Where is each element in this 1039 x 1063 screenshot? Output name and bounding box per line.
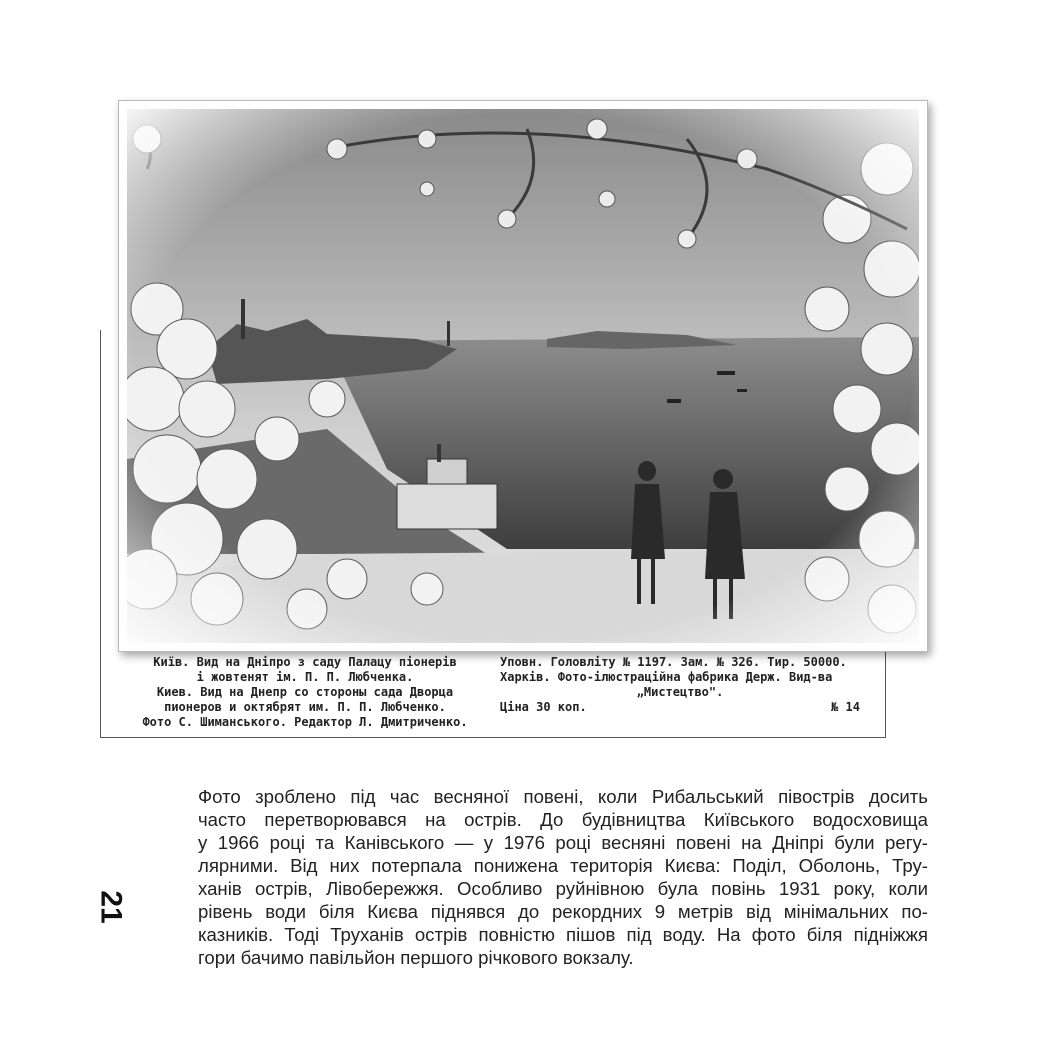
caption-left <box>125 655 485 730</box>
body-line: часто перетворювався на острів. До будівництва Київського водосховища <box>198 809 928 830</box>
body-line: лярними. Від них потерпала понижена територія Києва: Поділ, Оболонь, Тру- <box>198 855 928 876</box>
caption-price: Ціна 30 коп. <box>500 700 587 714</box>
caption-print-info: Уповн. Головліту № 1197. Зам. № 326. Тир. 50000. <box>500 655 847 669</box>
caption-line: Київ. Вид на Дніпро з саду Палацу піонерів <box>153 655 457 669</box>
body-line: гори бачимо павільйон першого річкового вокзалу. <box>198 947 634 968</box>
caption-line: Фото С. Шиманського. Редактор Л. Дмитриченко. <box>142 715 468 729</box>
caption-line: Киев. Вид на Днепр со стороны сада Дворца <box>156 685 454 699</box>
page-number: 21 <box>94 890 128 924</box>
postcard-border-right <box>885 648 886 738</box>
caption-price-row <box>500 700 860 715</box>
postcard-border-bottom <box>100 737 886 738</box>
body-paragraph <box>198 785 928 969</box>
caption-line: пионеров и октябрят им. П. П. Любченко. <box>164 700 446 714</box>
body-line: рівень води біля Києва піднявся до рекордних 9 метрів від мінімальних по- <box>198 901 928 922</box>
body-line: ханів острів, Лівобережжя. Особливо руйнівною була повінь 1931 року, коли <box>198 878 928 899</box>
caption-publisher: Харків. Фото-ілюстраційна фабрика Держ. Вид-ва <box>500 670 833 684</box>
caption-right <box>500 655 860 715</box>
body-line: казників. Тоді Труханів острів повністю пішов під воду. На фото біля підніжжя <box>198 924 928 945</box>
body-line: Фото зроблено під час весняної повені, коли Рибальський півострів досить <box>198 786 928 807</box>
body-line: у 1966 році та Канівського — у 1976 році весняні повені на Дніпрі були регу- <box>198 832 928 853</box>
postcard-border-left <box>100 330 101 738</box>
caption-number: № 14 <box>831 700 860 714</box>
kyiv-dnipro-photo-illustration <box>127 109 919 643</box>
caption-publisher-name: „Мистецтво". <box>636 685 724 699</box>
caption-line: і жовтенят ім. П. П. Любченка. <box>196 670 414 684</box>
postcard-photo <box>118 100 928 652</box>
